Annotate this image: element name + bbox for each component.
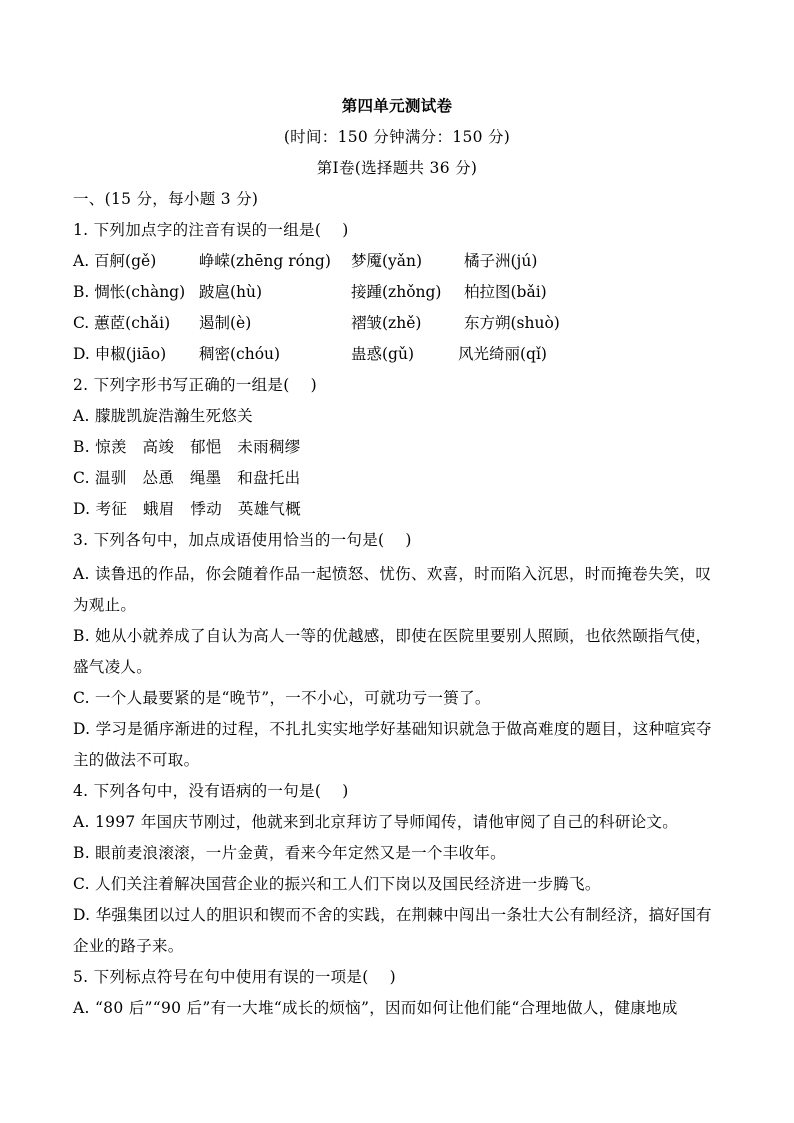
question-3-stem: 3. 下列各句中，加点成语使用恰当的一句是( ) (73, 531, 412, 549)
section-heading: 一、(15 分，每小题 3 分) (73, 190, 259, 208)
q1-option-b-word3: 接踵(zhǒng) (351, 283, 442, 301)
question-5-stem: 5. 下列标点符号在句中使用有误的一项是( ) (73, 968, 396, 986)
question-2-stem: 2. 下列字形书写正确的一组是( ) (73, 376, 317, 394)
q1-option-b-word1: B. 惆怅(chàng) (73, 283, 186, 301)
q4-option-a: A. 1997 年国庆节刚过，他就来到北京拜访了导师闻传，请他审阅了自己的科研论文。 (73, 813, 679, 831)
q5-option-a-line1: A. “80 后”“90 后”有一大堆“成长的烦恼”，因而如何让他们能“合理地做人，健康地成 (73, 999, 678, 1017)
q3-option-c: C. 一个人最要紧的是“晚节”，一不小心，可就功亏一篑了。 (73, 689, 491, 707)
q2-option-b: B. 惊羡 高竣 郁悒 未雨稠缪 (73, 438, 301, 456)
q1-option-a-word4: 橘子洲(jú) (464, 252, 538, 270)
question-4-stem: 4. 下列各句中，没有语病的一句是( ) (73, 782, 349, 800)
exam-title: 第四单元测试卷 (341, 96, 453, 115)
q4-option-d-line2: 企业的路子来。 (73, 937, 184, 955)
q1-option-b-word2: 跛扈(hù) (199, 283, 263, 301)
q2-option-c: C. 温驯 怂恿 绳墨 和盘托出 (73, 469, 301, 487)
q1-option-d-word2: 稠密(chóu) (199, 345, 281, 363)
q1-option-a-word2: 峥嵘(zhēng róng) (199, 252, 331, 270)
q1-option-c-word1: C. 蕙茝(chǎi) (73, 314, 171, 332)
q2-option-a: A. 朦胧凯旋浩瀚生死悠关 (73, 407, 253, 425)
q4-option-d-line1: D. 华强集团以过人的胆识和锲而不舍的实践，在荆棘中闯出一条壮大公有制经济，搞好国有 (73, 906, 712, 924)
q3-option-a-line2: 为观止。 (73, 596, 137, 614)
time-info: (时间：150 分钟满分：150 分) (283, 128, 511, 146)
q3-option-b-line1: B. 她从小就养成了自认为高人一等的优越感，即使在医院里要别人照顾，也依然颐指气使， (73, 627, 712, 645)
q1-option-c-word3: 褶皱(zhě) (351, 314, 422, 332)
q1-option-c-word2: 遏制(è) (199, 314, 252, 332)
q4-option-c: C. 人们关注着解决国营企业的振兴和工人们下岗以及国民经济进一步腾飞。 (73, 875, 601, 893)
q4-option-b: B. 眼前麦浪滚滚，一片金黄，看来今年定然又是一个丰收年。 (73, 844, 506, 862)
q3-option-d-line1: D. 学习是循序渐进的过程，不扎扎实实地学好基础知识就急于做高难度的题目，这种喧宾夺 (73, 720, 712, 738)
volume-info: 第Ⅰ卷(选择题共 36 分) (316, 159, 478, 177)
question-1-stem: 1. 下列加点字的注音有误的一组是( ) (73, 221, 349, 239)
q1-option-d-word3: 蛊惑(gǔ) (351, 345, 414, 363)
q1-option-c-word4: 东方朔(shuò) (464, 314, 560, 332)
q2-option-d: D. 考征 蛾眉 悸动 英雄气概 (73, 500, 302, 518)
q1-option-b-word4: 柏拉图(bǎi) (464, 283, 547, 301)
q1-option-a-word1: A. 百舸(gě) (73, 252, 157, 270)
q3-option-d-line2: 主的做法不可取。 (73, 751, 200, 769)
q1-option-d-word1: D. 申椒(jiāo) (73, 345, 167, 363)
q3-option-b-line2: 盛气凌人。 (73, 658, 153, 676)
q3-option-a-line1: A. 读鲁迅的作品，你会随着作品一起愤怒、忧伤、欢喜，时而陷入沉思，时而掩卷失笑，叹 (73, 565, 712, 583)
q1-option-a-word3: 梦魇(yǎn) (351, 252, 423, 270)
q1-option-d-word4: 风光绮丽(qǐ) (458, 345, 547, 363)
